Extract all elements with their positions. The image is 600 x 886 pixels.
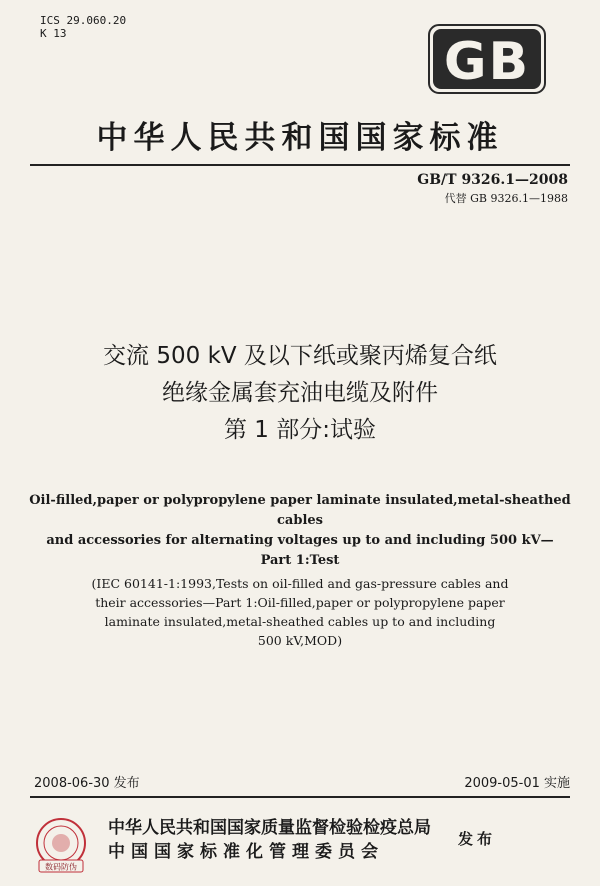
ics-number: ICS 29.060.20	[40, 14, 127, 27]
publish-label: 发布	[458, 830, 497, 848]
gb-logo-text: GB	[443, 32, 531, 92]
standard-code	[417, 172, 568, 206]
gb-logo	[428, 24, 546, 94]
title-zh-line1: 交流 500 kV 及以下纸或聚丙烯复合纸	[103, 343, 497, 369]
effective-date: 2009-05-01 实施	[464, 776, 570, 791]
seal-caption: 数码防伪	[45, 862, 77, 872]
title-zh-line2: 绝缘金属套充油电缆及附件	[162, 380, 438, 406]
publisher-sac: 中国国家标准化管理委员会	[108, 842, 384, 862]
iec-line1: (IEC 60141-1:1993,Tests on oil-filled and gas-pressure cables and	[91, 576, 509, 591]
publishers	[108, 816, 431, 864]
iec-reference	[60, 574, 540, 650]
anti-counterfeit-seal-icon	[32, 816, 90, 874]
issue-date: 2008-06-30 发布	[34, 776, 140, 791]
iec-line3: laminate insulated,metal-sheathed cables up to and including	[104, 614, 496, 629]
footer-rule	[30, 796, 570, 798]
iec-line4: 500 kV,MOD)	[257, 633, 343, 648]
publisher-aqsiq: 中华人民共和国国家质量监督检验检疫总局	[108, 818, 431, 838]
title-en-line2: and accessories for alternating voltages up to and including 500 kV—	[46, 533, 554, 548]
header-rule	[30, 164, 570, 166]
title-zh	[0, 338, 600, 449]
title-en	[20, 491, 580, 571]
title-zh-line3: 第 1 部分:试验	[223, 417, 376, 443]
iec-line2: their accessories—Part 1:Oil-filled,paper or polypropylene paper	[95, 595, 505, 610]
standard-number: GB/T 9326.1—2008	[417, 172, 568, 188]
title-en-line1: Oil-filled,paper or polypropylene paper laminate insulated,metal-sheathed cables	[29, 493, 571, 528]
replaces-note: 代替 GB 9326.1—1988	[444, 192, 568, 205]
ics-code	[40, 14, 126, 40]
title-en-line3: Part 1:Test	[260, 553, 340, 568]
standard-title: 中华人民共和国国家标准	[96, 120, 504, 156]
k-code: K 13	[40, 27, 67, 40]
